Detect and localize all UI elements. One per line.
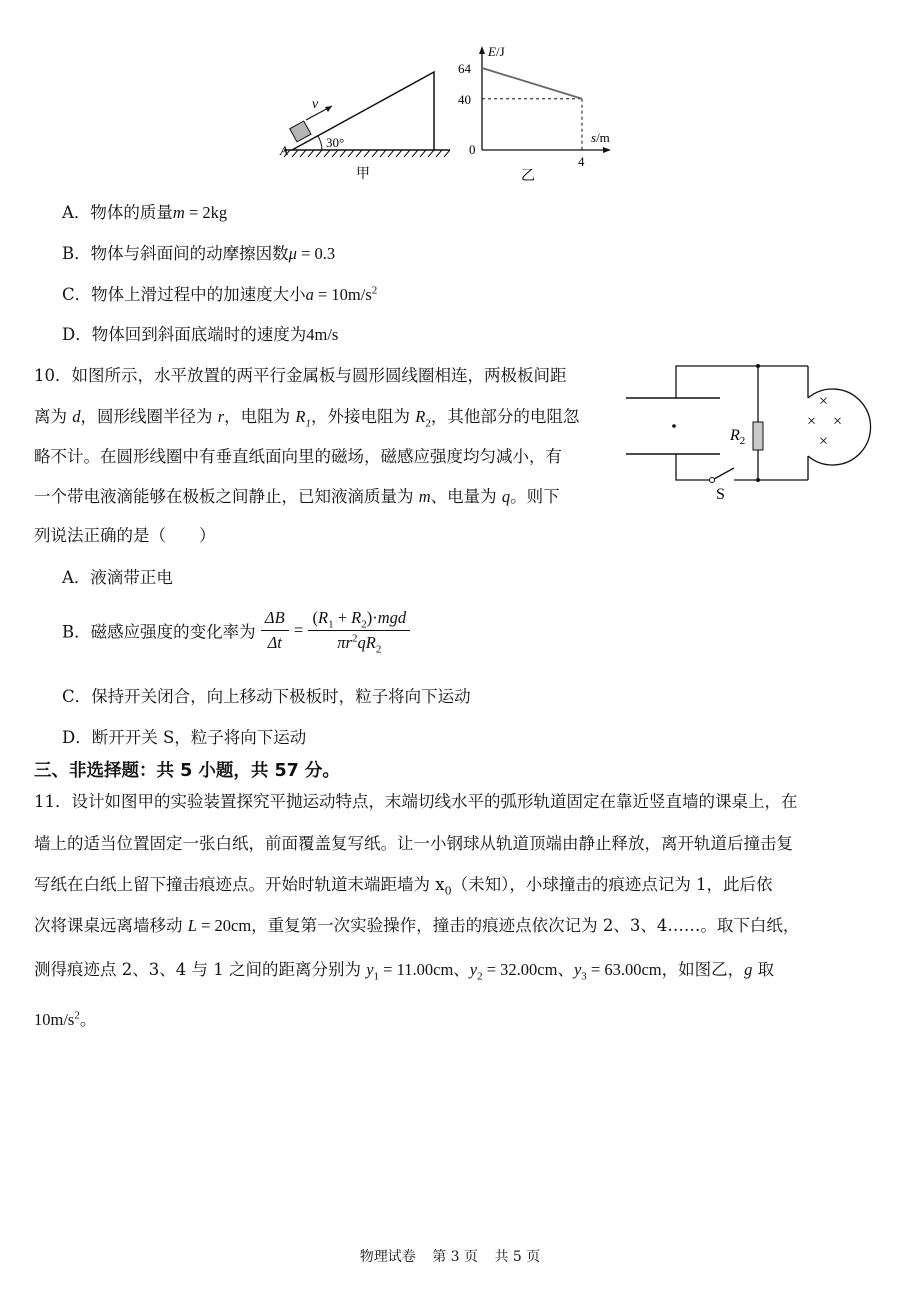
delta-b-over-delta-t: $\frac{\Delta B}{\Delta t}$ bbox=[261, 608, 289, 653]
q10-stem-line-1: 10．如图所示，水平放置的两平行金属板与圆形圆线圈相连，两极板间距 bbox=[34, 366, 567, 385]
page-footer bbox=[0, 1246, 900, 1266]
q10-option-d: D．断开开关 S，粒子将向下运动 bbox=[62, 728, 307, 747]
figure-yi-caption: 乙 bbox=[521, 169, 535, 184]
rate-formula: $\frac{(R_1 + R_2)\cdot mgd}{\pi r^2qR_2}$ bbox=[308, 608, 410, 653]
velocity-label: v bbox=[312, 97, 319, 112]
y-axis-label: E/J bbox=[488, 44, 505, 59]
q11-line-6: $10m/s^2$。 bbox=[34, 1009, 97, 1029]
q11-line-5: 测得痕迹点 2、3、4 与 1 之间的距离分别为 $y_1 = 11.00cm$、$y_2 = 32.00cm$、$y_3 = 63.00cm$，如图乙，g 取 bbox=[34, 960, 775, 983]
q9-option-b: B．物体与斜面间的动摩擦因数μ = 0.3 bbox=[62, 244, 336, 263]
q9-option-d: D．物体回到斜面底端时的速度为4m/s bbox=[62, 325, 339, 344]
x-axis-label: s/m bbox=[591, 130, 610, 145]
q11-line-3: 写纸在白纸上留下撞击痕迹点。开始时轨道末端距墙为 $x_0$（未知），小球撞击的痕迹点记为 1，此后依 bbox=[34, 875, 773, 898]
field-cross-2: × bbox=[807, 413, 817, 430]
droplet bbox=[672, 424, 676, 428]
block bbox=[290, 121, 311, 142]
angle-label: 30° bbox=[326, 135, 345, 150]
y-tick-label-40: 40 bbox=[458, 91, 471, 107]
point-a-label: A bbox=[280, 143, 288, 158]
q11-line-2: 墙上的适当位置固定一张白纸，前面覆盖复写纸。让一小钢球从轨道顶端由静止释放，离开轨道后撞击复 bbox=[34, 834, 793, 853]
x-tick-label-4: 4 bbox=[578, 154, 585, 169]
field-cross-1: × bbox=[819, 393, 829, 410]
footer-subject: 物理试卷 bbox=[359, 1249, 416, 1265]
q9-option-a: A．物体的质量m = 2kg bbox=[62, 203, 228, 222]
figure-jia-incline bbox=[270, 60, 460, 185]
section-3-heading: 三、非选择题：共 5 小题，共 57 分。 bbox=[34, 761, 340, 781]
figure-circuit bbox=[622, 358, 872, 508]
resistor-label: $R_2$ bbox=[730, 427, 746, 447]
field-cross-3: × bbox=[833, 413, 843, 430]
figure-yi-energy-graph bbox=[455, 42, 625, 187]
y-tick-label-64: 64 bbox=[458, 61, 471, 76]
q9-option-c: C．物体上滑过程中的加速度大小$a = 10m/s^2$ bbox=[62, 284, 378, 304]
q10-option-b: B．磁感应强度的变化率为 $\frac{\Delta B}{\Delta t}$ = $\frac{(R_1 + R_2)\cdot mgd}{\pi r^2qR_2}$ bbox=[62, 608, 410, 653]
switch-label: S bbox=[716, 486, 725, 503]
q11-line-1: 11．设计如图甲的实验装置探究平抛运动特点，末端切线水平的弧形轨道固定在靠近竖直墙的课桌上，在 bbox=[34, 792, 798, 811]
q10-option-a: A．液滴带正电 bbox=[62, 568, 173, 587]
origin-label: 0 bbox=[469, 142, 476, 157]
q10-stem-line-3: 略不计。在圆形线圈中有垂直纸面向里的磁场，磁感应强度均匀减小，有 bbox=[34, 447, 562, 466]
q10-option-c: C．保持开关闭合，向上移动下极板时，粒子将向下运动 bbox=[62, 687, 471, 706]
figure-jia-caption: 甲 bbox=[356, 167, 370, 182]
energy-series-line bbox=[482, 68, 582, 99]
footer-total: 共 5 页 bbox=[494, 1249, 541, 1265]
q10-stem-line-2: 离为 d，圆形线圈半径为 r，电阻为 $R_1$，外接电阻为 $R_2$，其他部分的电阻忽 bbox=[34, 407, 580, 430]
footer-page: 第 3 页 bbox=[432, 1249, 478, 1265]
q11-line-4: 次将课桌远离墙移动 L = 20cm，重复第一次实验操作，撞击的痕迹点依次记为 2、3、4……。取下白纸， bbox=[34, 916, 800, 935]
q10-stem-line-4: 一个带电液滴能够在极板之间静止，已知液滴质量为 m、电量为 q。则下 bbox=[34, 487, 560, 506]
field-cross-4: × bbox=[819, 433, 829, 450]
q10-stem-line-5: 列说法正确的是（ ） bbox=[34, 526, 216, 545]
